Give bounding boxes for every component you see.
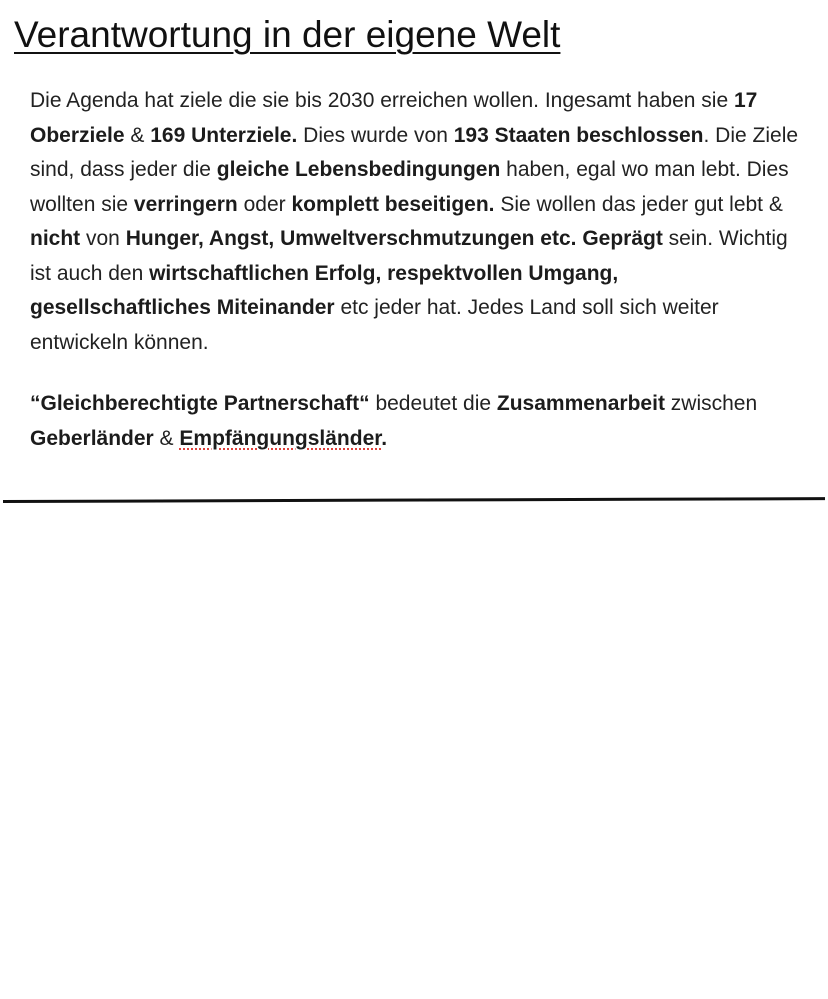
bold-run: komplett beseitigen.: [291, 192, 495, 216]
text-run: zwischen: [664, 392, 758, 415]
text-run: &: [153, 426, 180, 450]
bold-run: Hunger, Angst, Umweltverschmutzungen etc. Geprägt: [125, 227, 663, 250]
text-run: Dies wurde von: [297, 123, 454, 147]
text-run: von: [80, 227, 126, 250]
text-run: bedeutet die: [369, 392, 497, 415]
bold-run: 169 Unterziele.: [150, 123, 298, 147]
paragraph-agenda-goals: [30, 84, 800, 360]
bold-run: Empfängungsländer: [179, 426, 382, 450]
text-run: Die Agenda hat ziele die sie bis 2030 erreichen wollen. Ingesamt haben sie: [30, 89, 734, 112]
bold-run: nicht: [30, 227, 81, 250]
divider-line: [3, 497, 825, 503]
text-run: etc jeder hat. Jedes Land soll sich weiter entwickeln können.: [30, 296, 719, 354]
bold-run: verringern: [133, 192, 238, 216]
text-run: oder: [237, 192, 292, 216]
page-title: Verantwortung in der eigene Welt: [14, 14, 561, 55]
bold-run: Zusammenarbeit: [496, 392, 665, 415]
bold-run: 193 Staaten beschlossen: [453, 123, 704, 147]
text-run: haben, egal wo man lebt. Dies wollten sie: [30, 158, 789, 216]
bold-run: Geberländer: [30, 426, 154, 450]
bold-run: “Gleichberechtigte Partnerschaft“: [30, 392, 370, 415]
paragraph-partnership: [30, 387, 800, 456]
text-run: sein. Wichtig ist auch den: [30, 227, 788, 285]
document-body: [30, 84, 800, 456]
text-run: Sie wollen das jeder gut lebt &: [494, 192, 783, 216]
text-run: &: [124, 123, 151, 147]
bold-run: gleiche Lebensbedingungen: [216, 158, 501, 181]
bold-run: wirtschaftlichen Erfolg, respektvollen Umgang, gesellschaftliches Miteinander: [30, 261, 619, 319]
bold-run: 17 Oberziele: [30, 89, 758, 147]
bold-run: .: [381, 426, 388, 450]
text-run: . Die Ziele sind, dass jeder die: [30, 123, 799, 181]
